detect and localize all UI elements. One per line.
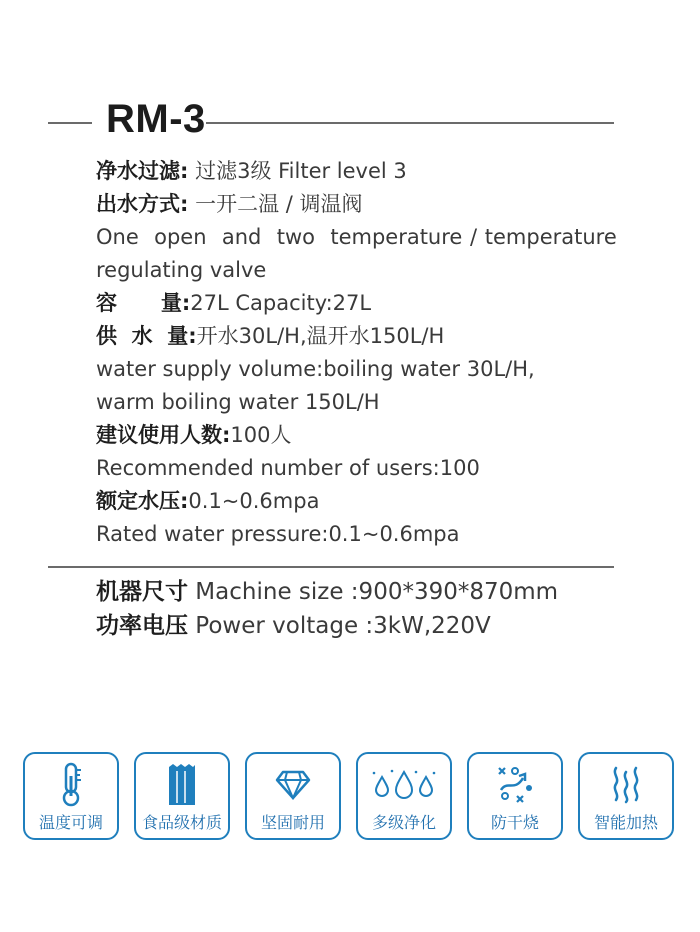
spec-label: 容 量:	[96, 291, 191, 315]
title-rule-left	[48, 122, 92, 124]
spec-value: 开水30L/H,温开水150L/H	[196, 324, 445, 348]
spec-row	[96, 485, 636, 518]
spec-row	[96, 320, 636, 353]
diamond-icon	[247, 762, 339, 808]
spec-label: 净水过滤:	[96, 159, 189, 183]
feature-label: 食品级材质	[141, 813, 222, 832]
spec-value: 27L Capacity:27L	[190, 291, 372, 315]
spec-value: warm boiling water 150L/H	[96, 390, 380, 414]
title-row	[48, 95, 614, 151]
spec-row	[96, 254, 636, 287]
spec-value: regulating valve	[96, 258, 267, 282]
machine-size-value: Machine size :900*390*870mm	[188, 579, 559, 605]
spec-row	[96, 188, 636, 221]
feature-label: 多级净化	[371, 813, 436, 832]
spec-row	[96, 155, 636, 188]
spec-label: 供 水 量:	[96, 324, 197, 348]
feature-label: 温度可调	[38, 813, 103, 832]
spec-label: 出水方式:	[96, 192, 189, 216]
section-divider	[48, 566, 614, 568]
thermometer-icon	[25, 762, 117, 808]
feature-badges	[23, 752, 683, 842]
model-title: RM-3	[106, 97, 206, 141]
feature-durable	[245, 752, 341, 840]
spec-label: 建议使用人数:	[96, 423, 231, 447]
spec-row	[96, 287, 636, 320]
heat-waves-icon	[580, 762, 672, 808]
spec-row	[96, 518, 636, 551]
feature-temperature	[23, 752, 119, 840]
spec-value: Rated water pressure:0.1~0.6mpa	[96, 522, 460, 546]
spec-row	[96, 353, 636, 386]
anti-dry-burn-icon	[469, 762, 561, 808]
spec-row	[96, 221, 636, 254]
spec-value: 100人	[230, 423, 292, 447]
machine-specs	[96, 575, 558, 643]
power-voltage-row	[96, 609, 558, 643]
feature-purification	[356, 752, 452, 840]
spec-value: Recommended number of users:100	[96, 456, 480, 480]
machine-size-row	[96, 575, 558, 609]
spec-value: 过滤3级 Filter level 3	[188, 159, 407, 183]
power-voltage-value: Power voltage :3kW,220V	[188, 613, 491, 639]
spec-row	[96, 386, 636, 419]
spec-label: 额定水压:	[96, 489, 189, 513]
spec-row	[96, 452, 636, 485]
feature-label: 坚固耐用	[260, 813, 325, 832]
machine-size-label: 机器尺寸	[96, 579, 188, 605]
feature-label: 智能加热	[593, 813, 658, 832]
feature-anti-dry-burn	[467, 752, 563, 840]
title-rule-right	[206, 122, 614, 124]
power-voltage-label: 功率电压	[96, 613, 188, 639]
spec-value: 一开二温 / 调温阀	[188, 192, 363, 216]
feature-smart-heating	[578, 752, 674, 840]
spec-value: 0.1~0.6mpa	[188, 489, 320, 513]
stainless-steel-icon	[136, 762, 228, 808]
spec-value: water supply volume:boiling water 30L/H,	[96, 357, 535, 381]
spec-row	[96, 419, 636, 452]
feature-food-grade	[134, 752, 230, 840]
water-drops-icon	[358, 762, 450, 808]
feature-label: 防干烧	[490, 813, 539, 832]
spec-value: One open and two temperature / temperature	[96, 225, 617, 249]
spec-list	[96, 155, 636, 551]
